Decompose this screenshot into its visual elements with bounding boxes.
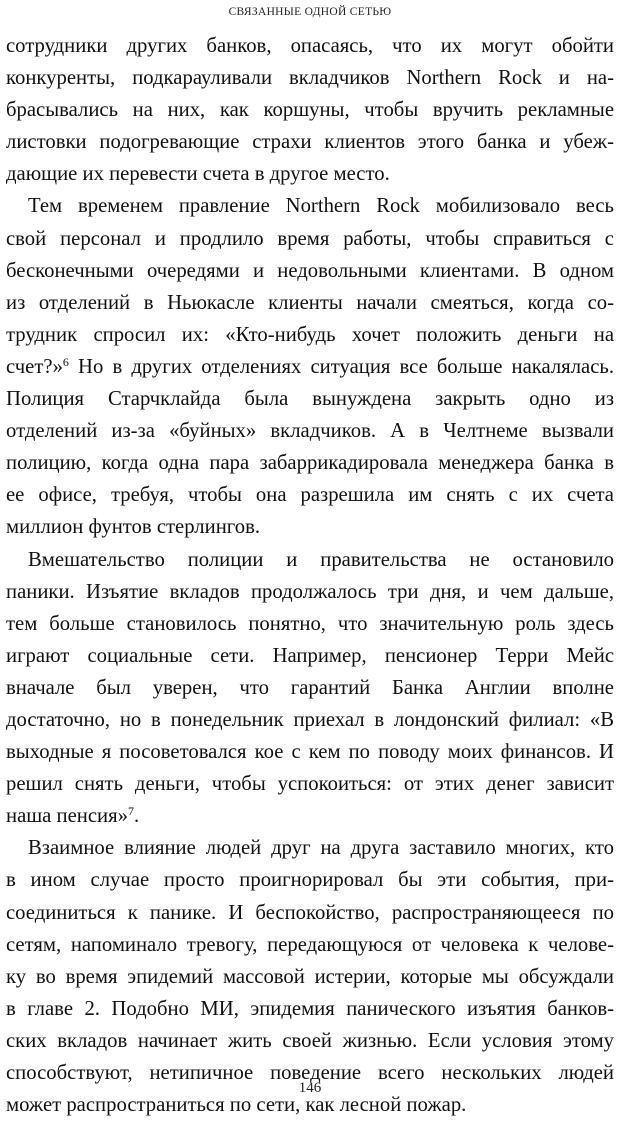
text-line: из отделений в Ньюкасле клиенты начали смеяться, когда со- [6,291,614,314]
text-line: ку во время эпидемий массовой истерии, которые мы обсуждали [6,965,614,988]
text-line: вначале был уверен, что гарантий Банка Англии вполне [6,676,614,699]
text-line: полицию, когда одна пара забаррикадировала менеджера банка в [6,452,614,475]
paragraph-1 [6,30,614,190]
text-line: выходные я посоветовался кое с кем по поводу моих финансов. И [6,741,614,764]
footnote-marker[interactable]: 6 [62,354,69,369]
text-line-with-footnote [6,351,614,383]
text-line: трудник спросил их: «Кто-нибудь хочет положить деньги на [6,323,614,346]
text-line-with-footnote [6,800,614,832]
text-line: ее офисе, требуя, чтобы она разрешила им снять с их счета [6,484,614,507]
footnote-marker[interactable]: 7 [127,804,134,819]
page-number: 146 [298,1080,322,1096]
text-line: отделений из-за «буйных» вкладчиков. А в Челтнеме вызвали [6,420,614,443]
text-line: дающие их перевести счета в другое место. [6,163,390,186]
text-line: тем больше становилось понятно, что значительную роль здесь [6,612,614,635]
text-segment: Но в других отделениях ситуация все больше накалялась. [68,355,614,378]
text-line: решил снять деньги, чтобы успокоиться: от этих денег зависит [6,773,614,796]
paragraph-4 [6,832,614,1121]
running-head: СВЯЗАННЫЕ ОДНОЙ СЕТЬЮ [228,6,392,18]
text-line: играют социальные сети. Например, пенсионер Терри Мейс [6,644,614,667]
text-segment: счет?» [6,355,63,378]
text-line: соединиться к панике. И беспокойство, распространяющееся по [6,901,614,924]
text-line: сотрудники других банков, опасаясь, что их могут обойти [6,35,614,57]
text-line: достаточно, но в понедельник приехал в лондонский филиал: «В [6,708,614,731]
text-line: способствуют, нетипичное поведение всего нескольких людей [6,1062,614,1084]
text-line: свой персонал и продлило время работы, чтобы справиться с [6,227,614,250]
text-line: конкуренты, подкарауливали вкладчиков Northern Rock и на- [6,67,614,90]
text-line: листовки подогревающие страхи клиентов этого банка и убеж- [6,131,614,154]
paragraph-2 [6,190,614,543]
text-line: бесконечными очередями и недовольными клиентами. В одном [6,259,614,282]
text-line: Тем временем правление Northern Rock мобилизовало весь [28,195,614,218]
text-line: брасывались на них, как коршуны, чтобы вручить рекламные [6,99,614,122]
text-segment: наша пенсия» [6,805,128,828]
text-line: Полиция Старчклайда была вынуждена закрыть одно из [6,388,614,411]
text-line: Вмешательство полиции и правительства не остановило [28,548,614,571]
paragraph-3 [6,544,614,833]
text-line: миллион фунтов стерлингов. [6,516,261,539]
text-segment: . [133,805,140,828]
text-line: в главе 2. Подобно МИ, эпидемия панического изъятия банков- [6,997,614,1020]
text-line: ских вкладов начинает жить своей жизнью. Если условия этому [6,1029,614,1052]
body-text [6,30,614,1121]
text-line: в ином случае просто проигнорировал бы эти события, при- [6,869,614,892]
text-line: паники. Изъятие вкладов продолжалось три дня, и чем дальше, [6,580,614,603]
text-line: может распространиться по сети, как лесной пожар. [6,1094,467,1117]
text-line: Взаимное влияние людей друг на друга заставило многих, кто [28,837,614,860]
text-line: сетям, напоминало тревогу, передающуюся от человека к челове- [6,933,614,956]
